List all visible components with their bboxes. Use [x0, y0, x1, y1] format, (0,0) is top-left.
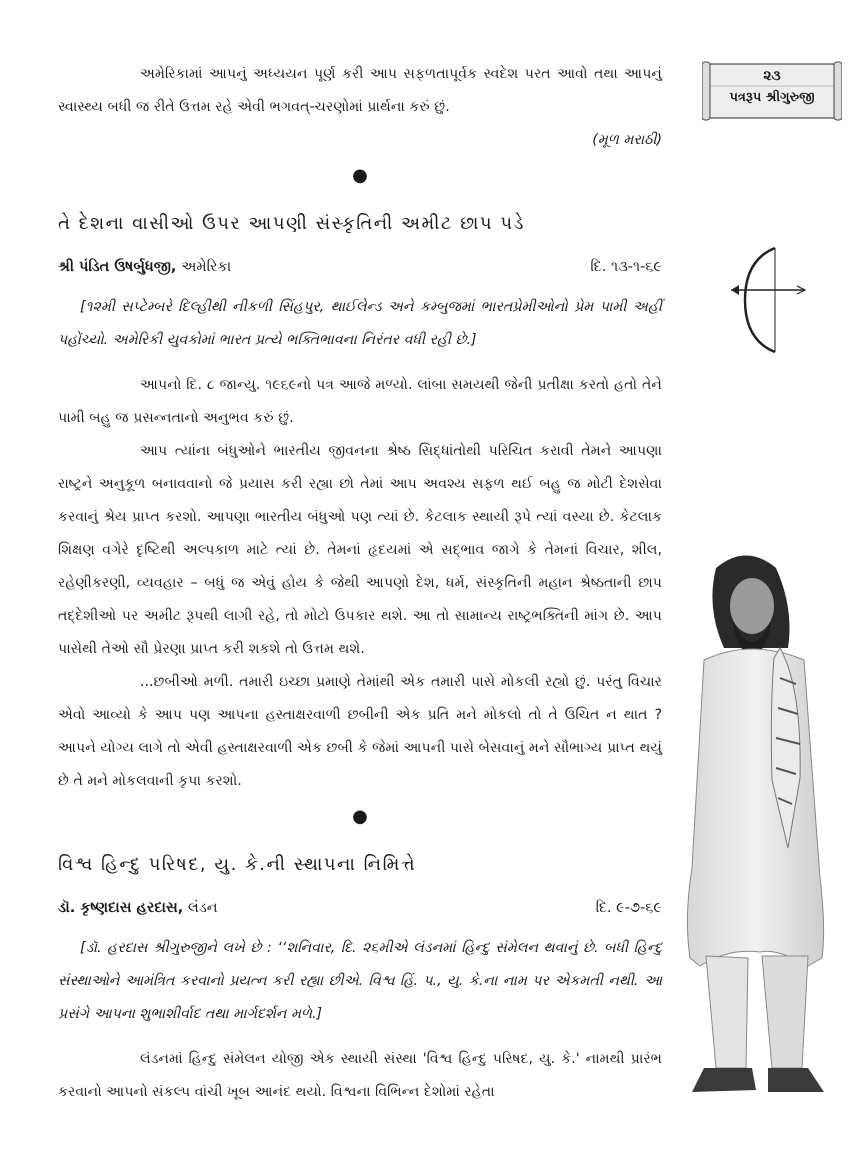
section-separator: ● — [352, 806, 368, 827]
letter2-date: દિ. ૯-૭-૬૯ — [595, 900, 662, 916]
letter2-note: [ડૉ. હરદાસ શ્રીગુરુજીને લખે છે : ‘‘શનિવાર, દિ. ૨૬મીએ લંડનમાં હિન્દુ સંમેલન થવાનું છે. બધી હિન્દુ સંસ્થાઓને આમંત્રિત કરવાનો પ્રયત્ન કરી રહ્યા છીએ. વિશ્વ હિં. પ., યુ. કે.ના નામ પર એકમતી નથી. આ પ્રસંગે આપના શુભાશીર્વાદ તથા માર્ગદર્શન મળે.] — [58, 940, 662, 1022]
letter2-recipient: ડૉ. કૃષ્ણદાસ હરદાસ, — [58, 900, 184, 916]
letter1-paragraph-2: આપ ત્યાંના બંધુઓને ભારતીય જીવનના શ્રેષ્ઠ સિદ્ધાંતોથી પરિચિત કરાવી તેમને આપણા રાષ્ટ્રને અનુકૂળ બનાવવાનો જે પ્રયાસ કરી રહ્યા છો તેમાં આપ અવશ્ય સફળ થઈ બહુ જ મોટી દેશસેવા કરવાનું શ્રેય પ્રાપ્ત કરશો. આપણા ભારતીય બંધુઓ પણ ત્યાં છે. કેટલાક સ્થાયી રૂપે ત્યાં વસ્યા છે. કેટલાક શિક્ષણ વગેરે દૃષ્ટિથી અલ્પકાળ માટે ત્યાં છે. તેમનાં હૃદયમાં એ સદ્ભાવ જાગે કે તેમનાં વિચાર, શીલ, રહેણીકરણી, વ્યવહાર – બધું જ એવું હોય કે જેથી આપણો દેશ, ધર્મ, સંસ્કૃતિની મહાન શ્રેષ્ઠતાની છાપ તદ્દેશીઓ પર અમીટ રૂપથી લાગી રહે, તો મોટો ઉપકાર થશે. આ તો સામાન્ય રાષ્ટ્રભક્તિની માંગ છે. આપ પાસેથી તેઓ સૌ પ્રેરણા પ્રાપ્ત કરી શકશે તો ઉત્તમ થશે. — [58, 443, 662, 657]
letter1-paragraph-1: આપનો દિ. ૮ જાન્યુ. ૧૯૬૯નો પત્ર આજે મળ્યો. લાંબા સમયથી જેની પ્રતીક્ષા કરતો હતો તેને પામી બહુ જ પ્રસન્નતાનો અનુભવ કરું છું. — [58, 377, 662, 426]
page-number: ૨૩ — [763, 68, 781, 84]
letter2-byline — [58, 892, 662, 924]
letter2-title: વિશ્વ હિન્દુ પરિષદ, યુ. કે.ની સ્થાપના નિમિત્તે — [58, 854, 417, 875]
letter1-note: [૧૨મી સપ્ટેમ્બરે દિલ્હીથી નીકળી સિંહપુર, થાઈલેન્ડ અને કમ્બુજમાં ભારતપ્રેમીઓનો પ્રેમ પામી અહીં પહોંચ્યો. અમેરિકી યુવકોમાં ભારત પ્રત્યે ભક્તિભાવના નિરંતર વધી રહી છે.] — [58, 299, 662, 348]
guruji-photo — [676, 548, 836, 1122]
letter1-byline — [58, 251, 662, 283]
intro-paragraph: અમેરિકામાં આપનું અધ્યયન પૂર્ણ કરી આપ સફળતાપૂર્વક સ્વદેશ પરત આવો તથા આપનું સ્વાસ્થ્ય બધી જ રીતે ઉત્તમ રહે એવી ભગવત્-ચરણોમાં પ્રાર્થના કરું છું. — [58, 66, 662, 115]
main-text-column — [58, 58, 662, 1109]
letter1-place: અમેરિકા — [181, 259, 232, 275]
source-note: (મૂળ મરાઠી) — [592, 132, 662, 148]
letter1-title: તે દેશના વાસીઓ ઉપર આપણી સંસ્કૃતિની અમીટ છાપ પડે — [58, 213, 525, 234]
letter2-paragraph-1: લંડનમાં હિન્દુ સંમેલન યોજી એક સ્થાયી સંસ્થા 'વિશ્વ હિન્દુ પરિષદ, યુ. કે.' નામથી પ્રારંભ કરવાનો આપનો સંકલ્પ વાંચી ખૂબ આનંદ થયો. વિશ્વના વિભિન્ન દેશોમાં રહેતા — [58, 1051, 662, 1100]
book-title: પત્રરૂપ શ્રીગુરુજી — [729, 90, 815, 105]
bow-arrow-icon — [725, 240, 810, 364]
page-header-tag — [702, 60, 842, 122]
letter1-recipient: શ્રી પંડિત ઉષર્બુધજી, — [58, 259, 177, 275]
section-separator: ● — [352, 165, 368, 186]
letter1-paragraph-3: ...છબીઓ મળી. તમારી ઇચ્છા પ્રમાણે તેમાંથી એક તમારી પાસે મોકલી રહ્યો છું. પરંતુ વિચાર એવો આવ્યો કે આપ પણ આપના હસ્તાક્ષરવાળી છબીની એક પ્રતિ મને મોકલો તો તે ઉચિત ન થાત ? આપને યોગ્ય લાગે તો એવી હસ્તાક્ષરવાળી એક છબી કે જેમાં આપની પાસે બેસવાનું મને સૌભાગ્ય પ્રાપ્ત થયું છે તે મને મોકલવાની કૃપા કરશો. — [58, 674, 662, 789]
letter1-date: દિ. ૧૩-૧-૬૯ — [590, 259, 662, 275]
letter2-place: લંડન — [187, 900, 218, 916]
